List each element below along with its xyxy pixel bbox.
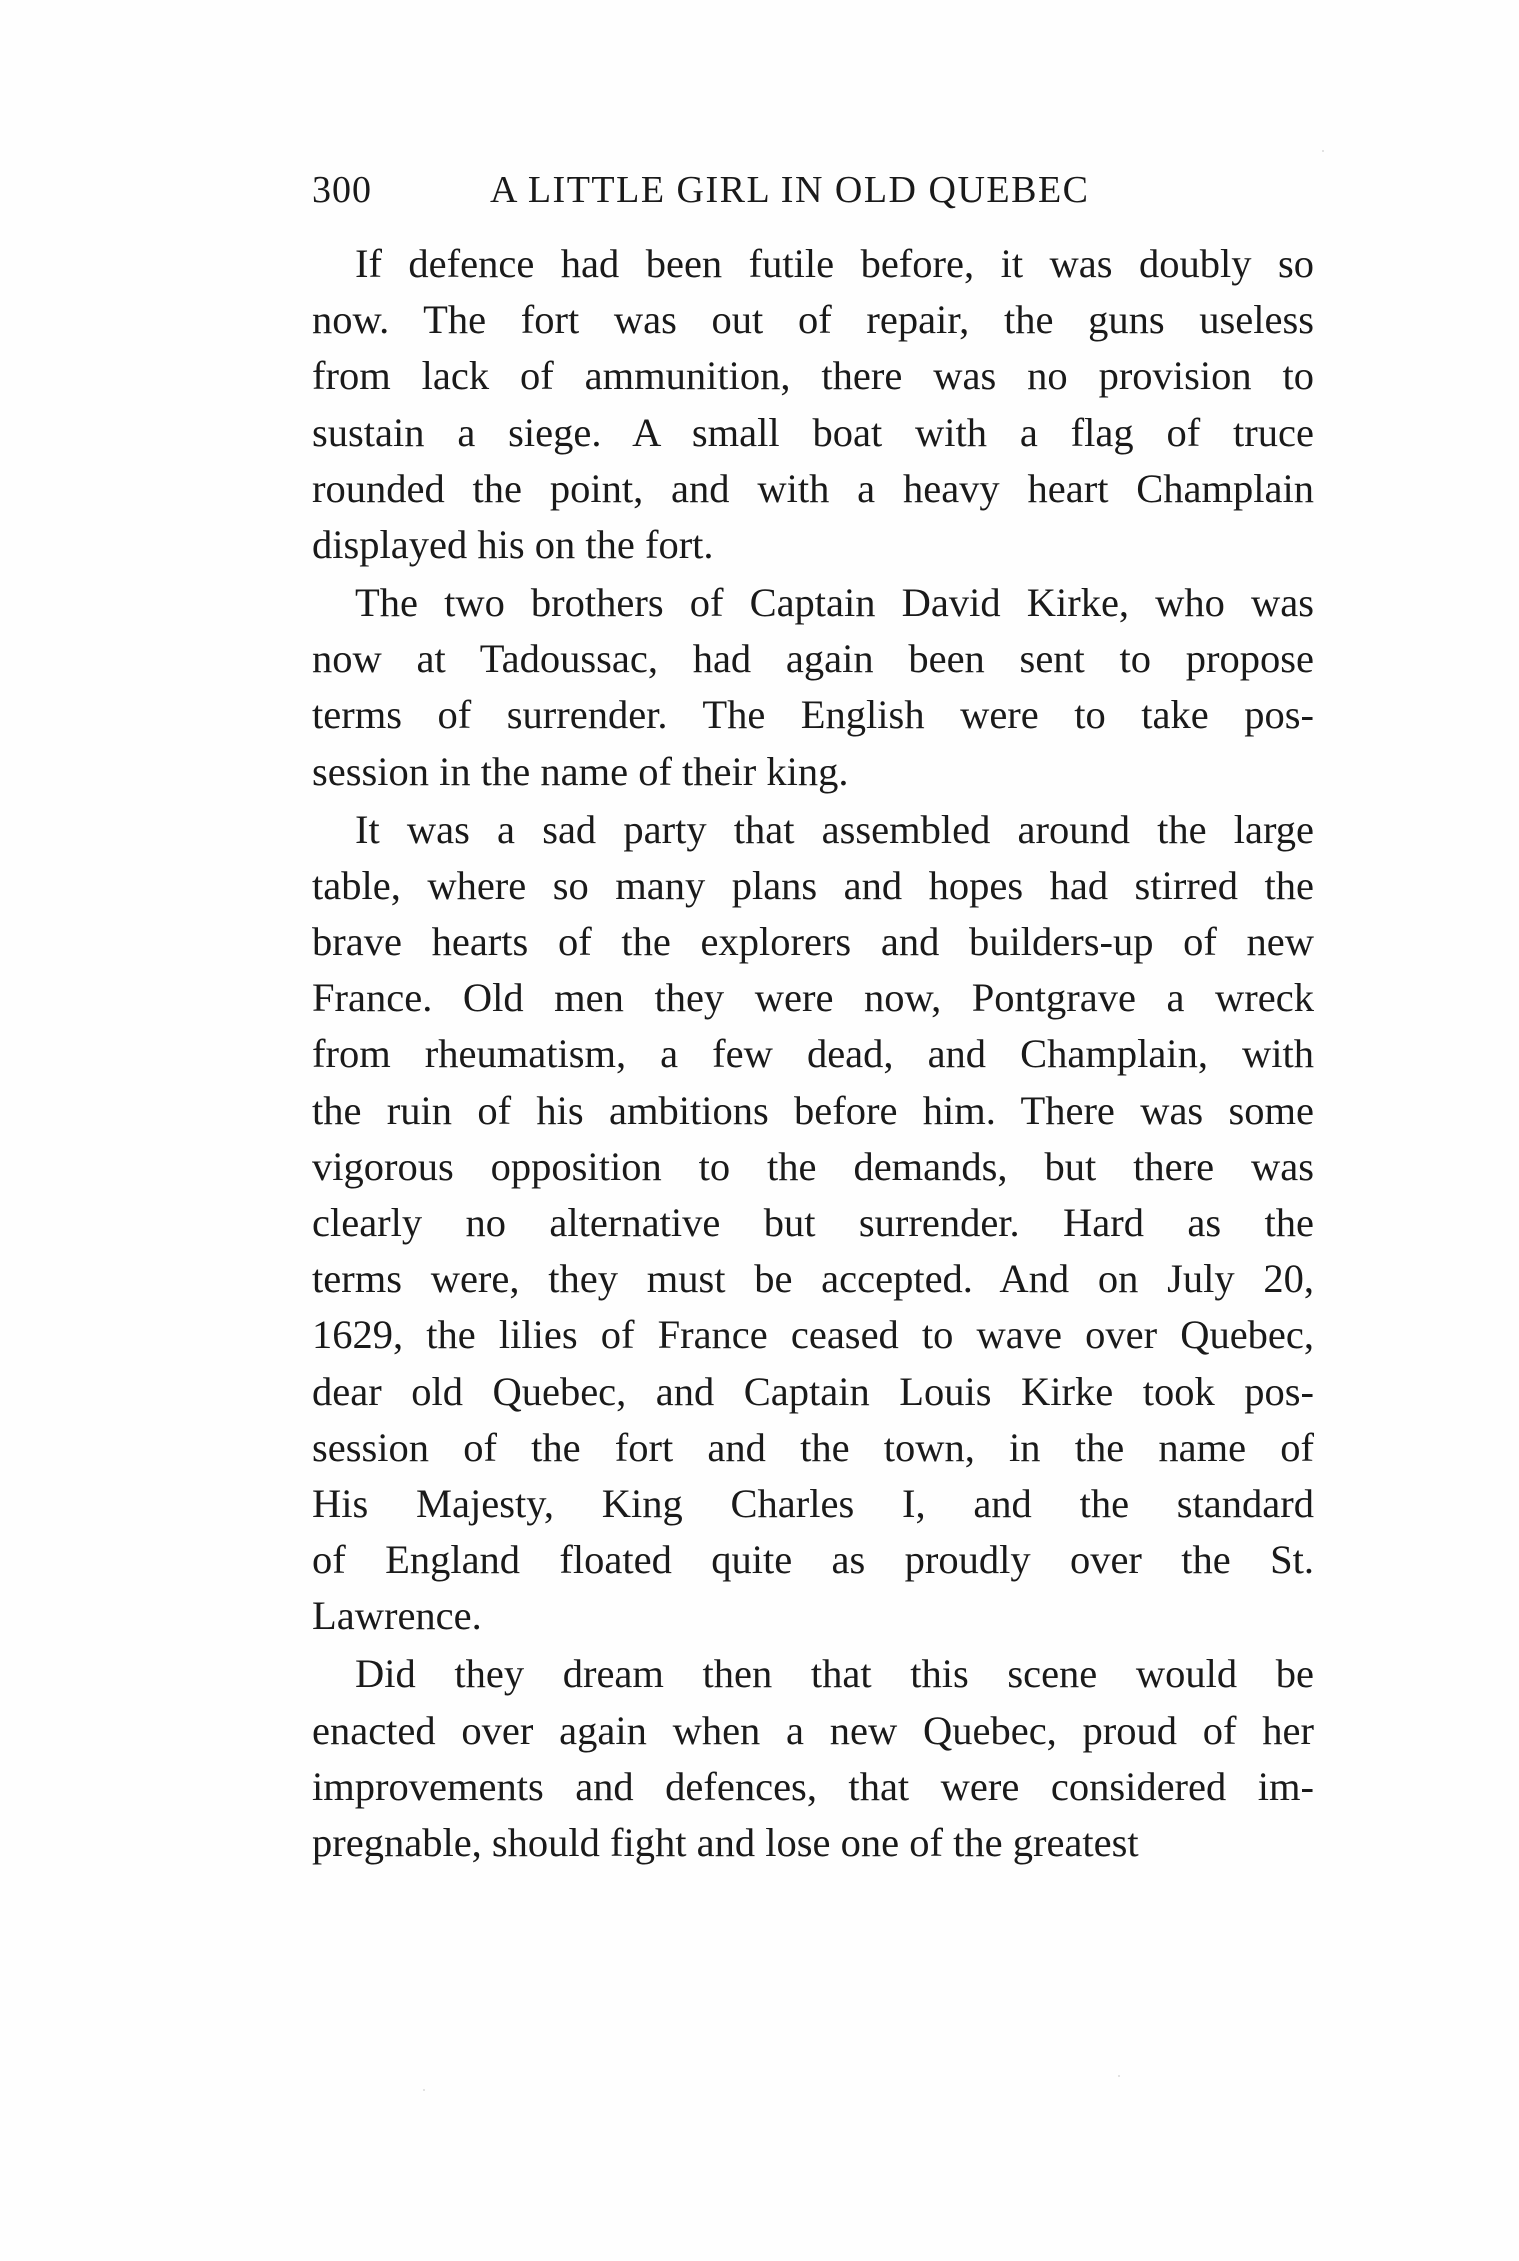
paragraph-2 bbox=[312, 575, 1314, 800]
running-head bbox=[312, 168, 1314, 228]
text-line: from rheumatism, a few dead, and Champlain, with bbox=[312, 1031, 1314, 1077]
text-line: dear old Quebec, and Captain Louis Kirke took pos- bbox=[312, 1368, 1314, 1414]
text-line: table, where so many plans and hopes had stirred the bbox=[312, 862, 1314, 908]
paper-speck bbox=[423, 2089, 425, 2091]
text-line: now at Tadoussac, had again been sent to propose bbox=[312, 636, 1314, 682]
body-text bbox=[312, 236, 1314, 1873]
text-line: Lawrence. bbox=[312, 1593, 482, 1639]
text-line: Did they dream then that this scene would be bbox=[355, 1651, 1314, 1697]
text-line: clearly no alternative but surrender. Hard as the bbox=[312, 1200, 1314, 1246]
text-line: session in the name of their king. bbox=[312, 748, 849, 794]
text-line: session of the fort and the town, in the name of bbox=[312, 1424, 1314, 1470]
text-line: enacted over again when a new Quebec, proud of her bbox=[312, 1707, 1314, 1753]
text-line: of England floated quite as proudly over the St. bbox=[312, 1537, 1314, 1583]
text-line: If defence had been futile before, it was doubly so bbox=[355, 241, 1314, 286]
text-line: the ruin of his ambitions before him. There was some bbox=[312, 1087, 1314, 1133]
text-line: The two brothers of Captain David Kirke, who was bbox=[355, 580, 1314, 626]
text-line: His Majesty, King Charles I, and the standard bbox=[312, 1481, 1314, 1527]
text-line: now. The fort was out of repair, the guns useless bbox=[312, 297, 1314, 343]
text-line: terms of surrender. The English were to take pos- bbox=[312, 692, 1314, 738]
paper-speck bbox=[1118, 2075, 1120, 2077]
text-line: from lack of ammunition, there was no provision to bbox=[312, 353, 1314, 399]
page-number: 300 bbox=[312, 169, 372, 211]
text-line: France. Old men they were now, Pontgrave a wreck bbox=[312, 975, 1314, 1021]
text-line: It was a sad party that assembled around the large bbox=[355, 806, 1314, 852]
text-line: vigorous opposition to the demands, but there was bbox=[312, 1143, 1314, 1189]
running-title: A LITTLE GIRL IN OLD QUEBEC bbox=[490, 169, 1090, 211]
text-line: improvements and defences, that were considered im- bbox=[312, 1763, 1314, 1809]
text-line: 1629, the lilies of France ceased to wave over Quebec, bbox=[312, 1312, 1314, 1358]
paragraph-3 bbox=[312, 802, 1314, 1645]
paragraph-1 bbox=[312, 236, 1314, 573]
text-line: terms were, they must be accepted. And on July 20, bbox=[312, 1256, 1314, 1302]
paper-speck bbox=[1322, 150, 1324, 152]
text-line: pregnable, should fight and lose one of the greatest bbox=[312, 1820, 1139, 1866]
text-line: rounded the point, and with a heavy heart Champlain bbox=[312, 465, 1314, 511]
paragraph-4 bbox=[312, 1646, 1314, 1871]
text-line: displayed his on the fort. bbox=[312, 522, 714, 568]
text-line: brave hearts of the explorers and builders-up of new bbox=[312, 919, 1314, 965]
text-line: sustain a siege. A small boat with a flag of truce bbox=[312, 409, 1314, 455]
